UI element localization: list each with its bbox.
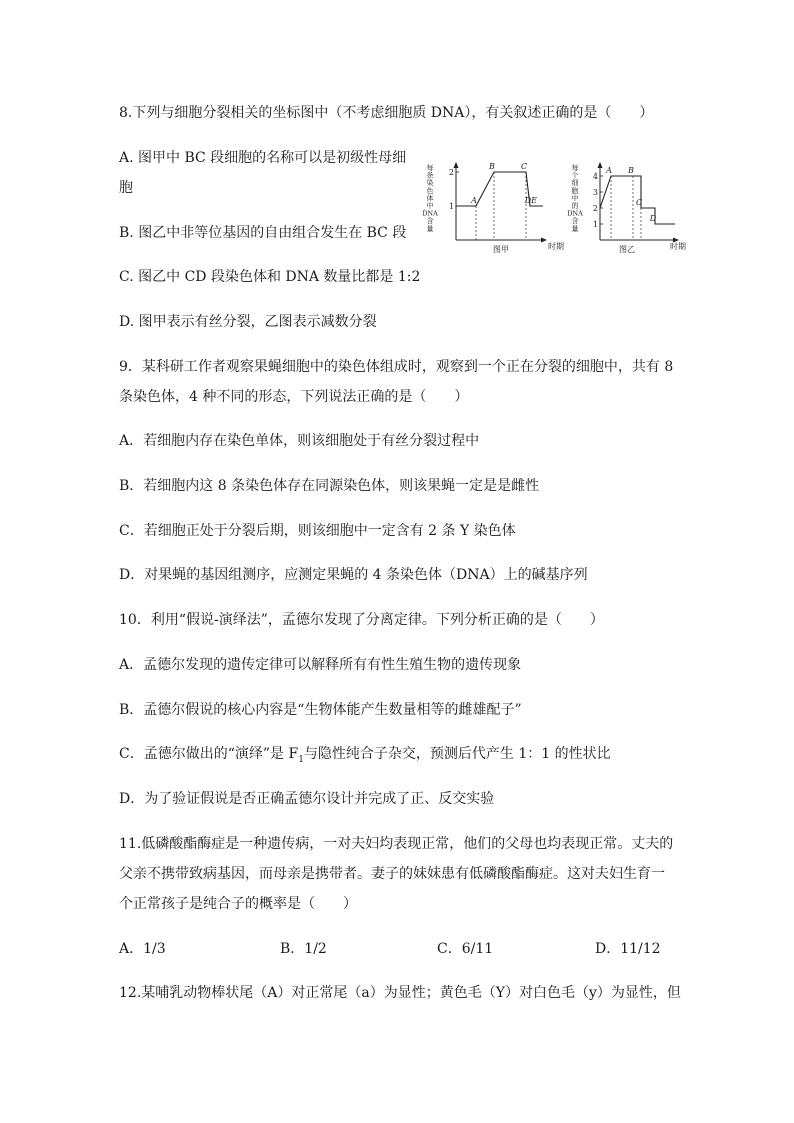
q9-option-b: B．若细胞内这 8 条染色体存在同源染色体，则该果蝇一定是是雌性 bbox=[119, 478, 540, 494]
chart-yi-ylabel-dna: DNA bbox=[567, 209, 583, 218]
q9-option-a: A．若细胞内存在染色单体，则该细胞处于有丝分裂过程中 bbox=[119, 433, 480, 449]
chart-yi-ylabel bbox=[567, 163, 583, 233]
chart-jia-ylabel-dna: DNA bbox=[422, 209, 438, 218]
chart-jia-ylabel bbox=[422, 163, 438, 233]
q12-stem-line1: 12.某哺乳动物棒状尾（A）对正常尾（a）为显性；黄色毛（Y）对白色毛（y）为显性，但 bbox=[119, 985, 681, 1001]
q10-option-c-before: C．孟德尔做出的“演绎”是 F bbox=[119, 746, 299, 762]
chart-yi-point-label-B: B bbox=[628, 166, 634, 175]
q10-option-c-subscript: 1 bbox=[298, 754, 304, 765]
chart-jia-caption: 图甲 bbox=[493, 245, 509, 254]
q10-option-c bbox=[119, 744, 611, 770]
chart-yi-ylabel-char: 的 bbox=[571, 202, 579, 210]
chart-jia-ytick-label: 2 bbox=[448, 168, 454, 177]
chart-jia-ylabel-char: 量 bbox=[426, 224, 434, 233]
q10-stem: 10．利用“假说-演绎法”，孟德尔发现了分离定律。下列分析正确的是（ ） bbox=[119, 612, 604, 628]
q9-stem-line1: 9．某科研工作者观察果蝇细胞中的染色体组成时，观察到一个正在分裂的细胞中，共有 8 bbox=[119, 359, 674, 375]
chart-jia-ytick-label: 1 bbox=[448, 202, 454, 211]
chart-jia-ylabel-char: 含 bbox=[426, 217, 434, 226]
chart-yi-ytick-label: 3 bbox=[592, 188, 598, 197]
chart-jia-point-label-E: E bbox=[531, 196, 537, 205]
chart-yi-ylabel-char: 个 bbox=[571, 171, 579, 180]
chart-yi-ylabel-char: 中 bbox=[571, 194, 579, 203]
chart-yi-caption: 图乙 bbox=[619, 245, 635, 254]
chart-yi-ylabel-char: 含 bbox=[571, 217, 579, 226]
chart-jia-point-label-A: A bbox=[471, 196, 477, 205]
q11-stem-line3: 个正常孩子是纯合子的概率是（ ） bbox=[119, 896, 357, 912]
chart-yi-xlabel: 时期 bbox=[670, 242, 686, 251]
chart-jia-ylabel-char: 每 bbox=[426, 164, 434, 172]
chart-yi-point-label-A: A bbox=[606, 166, 612, 175]
chart-jia bbox=[418, 158, 576, 258]
chart-yi-ytick-label: 4 bbox=[592, 172, 598, 181]
chart-jia-xlabel: 时期 bbox=[548, 242, 564, 251]
q11-option-c: C．6/11 bbox=[437, 941, 494, 957]
chart-jia-x-arrow bbox=[541, 238, 547, 243]
q8-stem: 8.下列与细胞分裂相关的坐标图中（不考虑细胞质 DNA），有关叙述正确的是（ ） bbox=[119, 105, 654, 121]
q10-option-a: A．孟德尔发现的遗传定律可以解释所有有性生殖生物的遗传现象 bbox=[119, 657, 522, 673]
chart-yi-ytick-label: 2 bbox=[592, 204, 598, 213]
q8-option-c: C. 图乙中 CD 段染色体和 DNA 数量比都是 1:2 bbox=[119, 269, 421, 285]
q10-option-b: B．孟德尔假说的核心内容是“生物体能产生数量相等的雌雄配子” bbox=[119, 702, 522, 718]
chart-jia-ylabel-char: 体 bbox=[426, 194, 434, 203]
chart-yi bbox=[565, 158, 690, 258]
q10-option-d: D．为了验证假说是否正确孟德尔设计并完成了正、反交实验 bbox=[119, 791, 495, 807]
q11-stem-line2: 父亲不携带致病基因，而母亲是携带者。妻子的妹妹患有低磷酸酯酶症。这对夫妇生育一 bbox=[119, 866, 665, 882]
chart-jia-ylabel-char: 条 bbox=[426, 171, 434, 180]
chart-jia-ylabel-char: 色 bbox=[426, 186, 434, 195]
chart-jia-y-arrow bbox=[454, 162, 459, 168]
q8-option-a-cont: 胞 bbox=[119, 180, 133, 196]
chart-yi-ylabel-char: 每 bbox=[571, 164, 579, 172]
chart-jia-point-label-B: B bbox=[489, 162, 495, 171]
chart-yi-y-arrow bbox=[598, 162, 603, 168]
chart-yi-ylabel-char: 胞 bbox=[571, 186, 579, 195]
q9-stem-line2: 条染色体，4 种不同的形态，下列说法正确的是（ ） bbox=[119, 389, 469, 405]
q11-option-b: B．1/2 bbox=[280, 941, 327, 957]
q9-option-c: C．若细胞正处于分裂后期，则该细胞中一定含有 2 条 Y 染色体 bbox=[119, 523, 516, 539]
q9-option-d: D．对果蝇的基因组测序，应测定果蝇的 4 条染色体（DNA）上的碱基序列 bbox=[119, 567, 588, 583]
chart-jia-ylabel-char: 染 bbox=[426, 179, 434, 188]
chart-yi-ylabel-char: 细 bbox=[571, 179, 579, 188]
q11-option-d: D．11/12 bbox=[595, 941, 661, 957]
q10-option-c-after: 与隐性纯合子杂交，预测后代产生 1：1 的性状比 bbox=[303, 746, 611, 762]
chart-jia-ylabel-char: 中 bbox=[426, 202, 434, 210]
chart-yi-ylabel-char: 量 bbox=[571, 224, 579, 233]
chart-jia-point-label-C: C bbox=[520, 162, 528, 171]
chart-yi-point-label-C: C bbox=[635, 198, 643, 207]
q11-stem-line1: 11.低磷酸酯酶症是一种遗传病，一对夫妇均表现正常，他们的父母也均表现正常。丈夫的 bbox=[119, 836, 674, 852]
chart-yi-point-label-D: D bbox=[649, 214, 657, 223]
q8-option-d: D. 图甲表示有丝分裂，乙图表示减数分裂 bbox=[119, 314, 377, 330]
chart-jia-point-label-D: D bbox=[524, 196, 532, 205]
q8-option-b: B. 图乙中非等位基因的自由组合发生在 BC 段 bbox=[119, 225, 407, 241]
q11-option-a: A．1/3 bbox=[119, 941, 166, 957]
chart-yi-ytick-label: 1 bbox=[592, 220, 598, 229]
q8-option-a: A. 图甲中 BC 段细胞的名称可以是初级性母细 bbox=[119, 150, 407, 166]
